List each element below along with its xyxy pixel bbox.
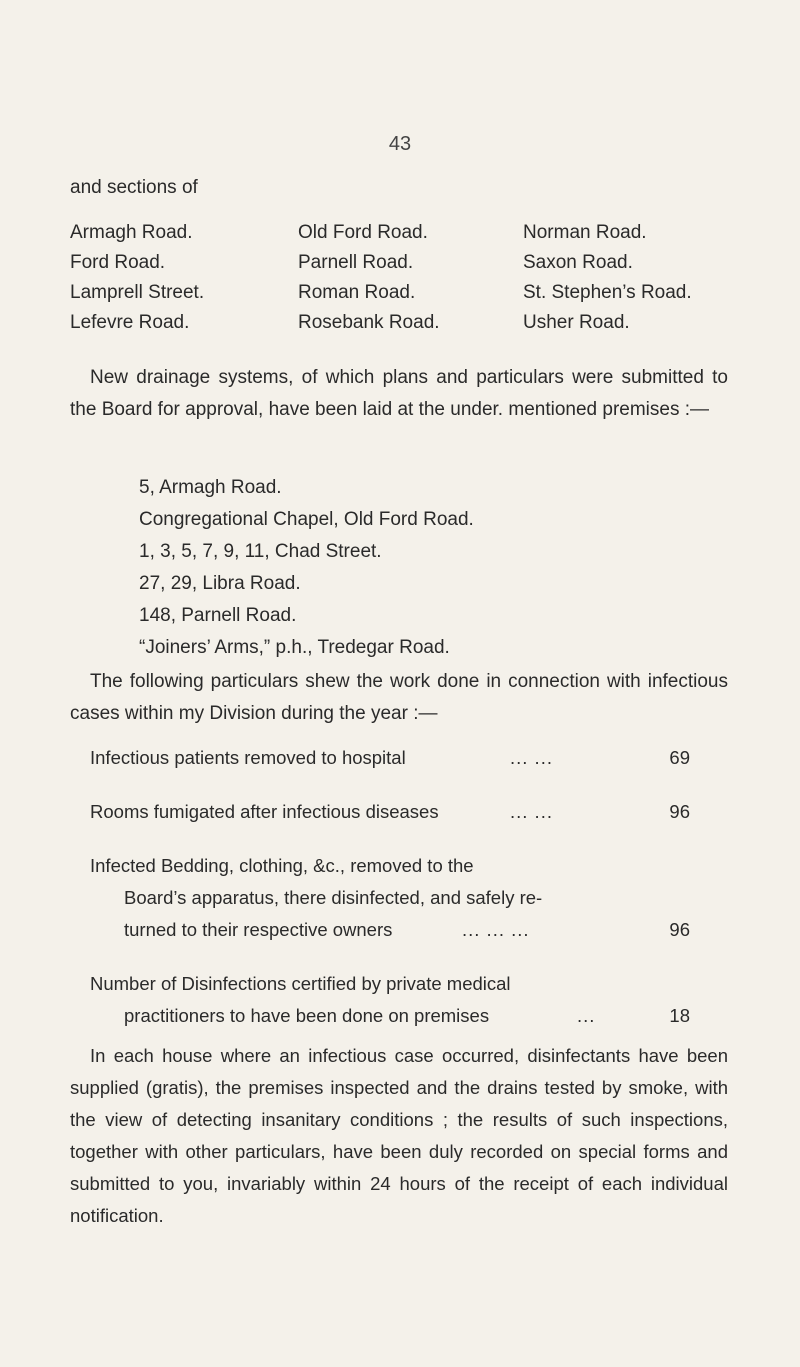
stat-value: 96 [669, 919, 690, 940]
stat-label: Number of Disinfections certified by private medical [90, 973, 511, 994]
stat-value: 96 [669, 801, 690, 822]
roads-row [70, 308, 750, 338]
drainage-paragraph: New drainage systems, of which plans and particulars were submitted to the Board for approval, have been laid at the under. mentioned premises :— [70, 367, 728, 420]
page-number: 43 [388, 133, 412, 155]
roads-row [70, 278, 750, 308]
stat-label: Rooms fumigated after infectious diseases [90, 801, 439, 822]
stat-line [90, 882, 700, 914]
stat-value: 18 [669, 1005, 690, 1026]
premises-item: 5, Armagh Road. [139, 477, 282, 498]
stat-line [90, 914, 700, 946]
stat-line [90, 796, 700, 828]
stat-label: Infectious patients removed to hospital [90, 747, 406, 768]
stat-line [90, 850, 700, 882]
premises-list [139, 472, 474, 664]
roads-row [70, 248, 750, 278]
road-name: Old Ford Road. [298, 222, 428, 243]
road-name: St. Stephen’s Road. [523, 282, 692, 303]
leader-dots: ... [577, 1005, 596, 1026]
stat-label: turned to their respective owners [124, 919, 393, 940]
stat-label: Board’s apparatus, there disinfected, and safely re- [124, 887, 543, 908]
leader-dots: ... ... [510, 747, 553, 768]
stat-label: Infected Bedding, clothing, &c., removed to the [90, 855, 474, 876]
stat-bedding-disinfected [90, 850, 700, 946]
premises-item: 148, Parnell Road. [139, 605, 297, 626]
leader-dots: ... ... ... [462, 919, 530, 940]
infectious-intro-paragraph: The following particulars shew the work done in connection with infectious cases within my Division during the year :— [70, 671, 728, 724]
infectious-stats [90, 742, 700, 1054]
stat-line [90, 1000, 700, 1032]
stat-line [90, 742, 700, 774]
roads-row [70, 218, 750, 248]
roads-list [70, 218, 750, 338]
premises-item: Congregational Chapel, Old Ford Road. [139, 509, 474, 530]
leader-dots: ... ... [510, 801, 553, 822]
stat-line [90, 968, 700, 1000]
road-name: Rosebank Road. [298, 312, 440, 333]
premises-item: “Joiners’ Arms,” p.h., Tredegar Road. [139, 637, 450, 658]
road-name: Armagh Road. [70, 222, 193, 243]
stat-disinfections-certified [90, 968, 700, 1032]
stat-label: practitioners to have been done on premises [124, 1005, 490, 1026]
road-name: Roman Road. [298, 282, 416, 303]
stat-patients-removed [90, 742, 700, 774]
disinfectants-paragraph: In each house where an infectious case occurred, disinfectants have been supplied (gratis), the premises inspected and the drains tested by smoke, with the view of detecting insanitary conditions ; the results of such inspections, together with other particulars, have been duly recorded on special forms and submitted to you, invariably within 24 hours of the receipt of each individual notification. [70, 1045, 728, 1226]
intro-text: and sections of [70, 177, 198, 198]
road-name: Lefevre Road. [70, 312, 190, 333]
road-name: Lamprell Street. [70, 282, 205, 303]
road-name: Norman Road. [523, 222, 647, 243]
road-name: Parnell Road. [298, 252, 414, 273]
premises-item: 27, 29, Libra Road. [139, 573, 301, 594]
stat-rooms-fumigated [90, 796, 700, 828]
stat-value: 69 [669, 747, 690, 768]
road-name: Saxon Road. [523, 252, 633, 273]
road-name: Usher Road. [523, 312, 630, 333]
premises-item: 1, 3, 5, 7, 9, 11, Chad Street. [139, 541, 382, 562]
road-name: Ford Road. [70, 252, 166, 273]
